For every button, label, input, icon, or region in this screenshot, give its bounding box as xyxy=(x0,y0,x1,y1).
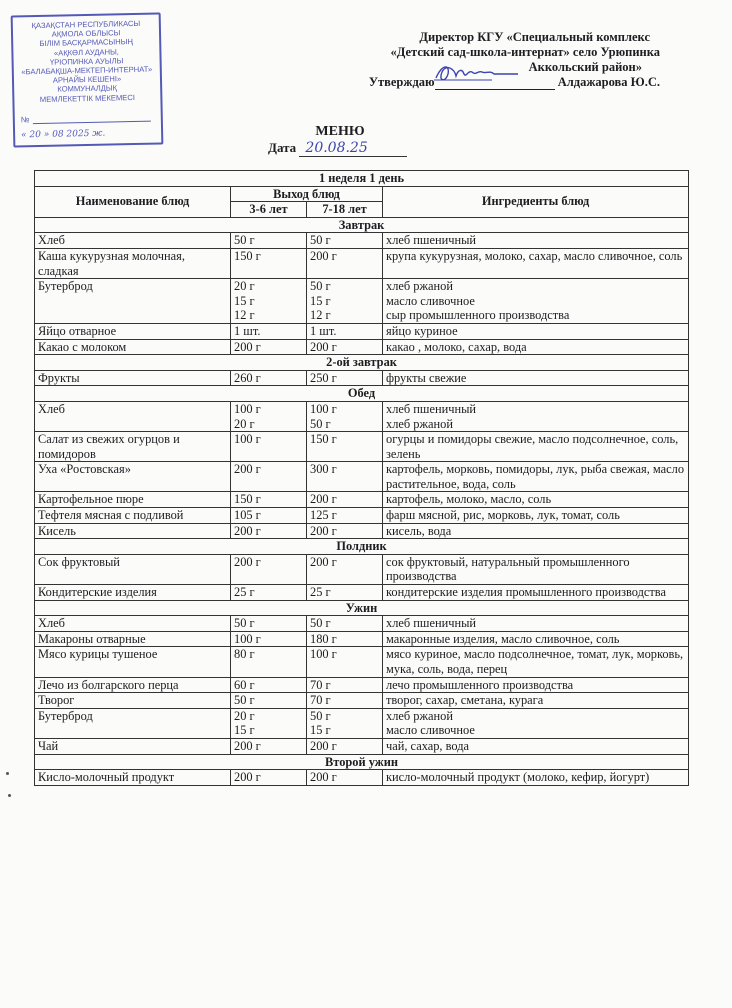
portion-3-6: 100 г 20 г xyxy=(231,401,307,431)
date-value: 20.08.25 xyxy=(299,140,407,157)
ingredients: хлеб ржаной масло сливочное сыр промышленного производства xyxy=(383,279,689,324)
ingredients: фарш мясной, рис, морковь, лук, томат, соль xyxy=(383,508,689,524)
approval-line-1: Директор КГУ «Специальный комплекс xyxy=(419,30,650,44)
ingredients: хлеб пшеничный xyxy=(383,233,689,249)
week-day-header: 1 неделя 1 день xyxy=(35,171,689,187)
table-row xyxy=(35,647,689,677)
ingredients: лечо промышленного производства xyxy=(383,677,689,693)
portion-3-6: 105 г xyxy=(231,508,307,524)
dish-name: Тефтеля мясная с подливой xyxy=(35,508,231,524)
dish-name: Кондитерские изделия xyxy=(35,585,231,601)
portion-7-18: 180 г xyxy=(307,631,383,647)
ingredients: картофель, молоко, масло, соль xyxy=(383,492,689,508)
portion-7-18: 50 г 15 г 12 г xyxy=(307,279,383,324)
meal-section-title: Завтрак xyxy=(35,217,689,233)
dish-name: Кисло-молочный продукт xyxy=(35,770,231,786)
meal-section-title: 2-ой завтрак xyxy=(35,355,689,371)
portion-3-6: 50 г xyxy=(231,693,307,709)
portion-3-6: 25 г xyxy=(231,585,307,601)
ingredients: фрукты свежие xyxy=(383,370,689,386)
stamp-line: АҚМОЛА ОБЛЫСЫ xyxy=(51,28,121,39)
meal-section-title: Обед xyxy=(35,386,689,402)
stamp-line: ҮРІОПИНКА АУЫЛЫ xyxy=(49,56,124,67)
ingredients-column-header: Ингредиенты блюд xyxy=(383,186,689,217)
stamp-line: «АҚКӨЛ АУДАНЫ, xyxy=(53,46,119,58)
margin-speck xyxy=(6,772,9,775)
portion-3-6: 20 г 15 г 12 г xyxy=(231,279,307,324)
dish-name: Хлеб xyxy=(35,401,231,431)
table-row xyxy=(35,693,689,709)
table-row xyxy=(35,616,689,632)
portion-7-18: 300 г xyxy=(307,462,383,492)
portion-7-18: 1 шт. xyxy=(307,323,383,339)
dish-name: Творог xyxy=(35,693,231,709)
stamp-date: « 20 » 08 2025 ж. xyxy=(21,128,106,141)
dish-name: Хлеб xyxy=(35,233,231,249)
ingredients: огурцы и помидоры свежие, масло подсолнечное, соль, зелень xyxy=(383,432,689,462)
dish-name: Хлеб xyxy=(35,616,231,632)
portion-7-18: 200 г xyxy=(307,339,383,355)
dish-name: Бутерброд xyxy=(35,708,231,738)
margin-speck xyxy=(8,794,11,797)
portion-3-6: 260 г xyxy=(231,370,307,386)
dish-name: Сок фруктовый xyxy=(35,554,231,584)
ingredients: кисло-молочный продукт (молоко, кефир, йогурт) xyxy=(383,770,689,786)
table-row xyxy=(35,708,689,738)
stamp-line: ҚАЗАҚСТАН РЕСПУБЛИКАСЫ xyxy=(31,18,141,31)
table-row xyxy=(35,492,689,508)
portion-3-6: 200 г xyxy=(231,523,307,539)
portion-7-18: 70 г xyxy=(307,677,383,693)
portion-3-6: 1 шт. xyxy=(231,323,307,339)
dish-name: Фрукты xyxy=(35,370,231,386)
portion-3-6: 200 г xyxy=(231,738,307,754)
menu-table-body xyxy=(35,217,689,785)
ingredients: кондитерские изделия промышленного производства xyxy=(383,585,689,601)
table-row xyxy=(35,677,689,693)
portion-7-18: 250 г xyxy=(307,370,383,386)
portion-3-6: 20 г 15 г xyxy=(231,708,307,738)
stamp-text xyxy=(13,14,161,104)
dish-name: Салат из свежих огурцов и помидоров xyxy=(35,432,231,462)
ingredients: какао , молоко, сахар, вода xyxy=(383,339,689,355)
dish-name: Какао с молоком xyxy=(35,339,231,355)
table-row xyxy=(35,508,689,524)
portion-3-6: 80 г xyxy=(231,647,307,677)
table-row xyxy=(35,770,689,786)
portion-7-18: 100 г xyxy=(307,647,383,677)
portion-7-18: 200 г xyxy=(307,492,383,508)
table-row xyxy=(35,432,689,462)
meal-section-title: Второй ужин xyxy=(35,754,689,770)
portion-3-6: 100 г xyxy=(231,631,307,647)
portion-7-18: 50 г xyxy=(307,616,383,632)
approval-line-3: Аккольский район» xyxy=(528,60,642,74)
output-column-header: Выход блюд xyxy=(231,186,383,202)
dish-name: Яйцо отварное xyxy=(35,323,231,339)
portion-7-18: 200 г xyxy=(307,523,383,539)
director-name: Алдажарова Ю.С. xyxy=(557,75,660,89)
ingredients: хлеб ржаной масло сливочное xyxy=(383,708,689,738)
dish-name: Макароны отварные xyxy=(35,631,231,647)
meal-section-row xyxy=(35,386,689,402)
portion-7-18: 70 г xyxy=(307,693,383,709)
portion-3-6: 200 г xyxy=(231,462,307,492)
ingredients: яйцо куриное xyxy=(383,323,689,339)
stamp-line: «БАЛАБАҚША-МЕКТЕП-ИНТЕРНАТ» xyxy=(21,64,153,77)
ingredients: крупа кукурузная, молоко, сахар, масло сливочное, соль xyxy=(383,248,689,278)
meal-section-row xyxy=(35,754,689,770)
stamp-line: АРНАЙЫ КЕШЕНІ» xyxy=(52,74,122,85)
table-row xyxy=(35,401,689,431)
portion-3-6: 50 г xyxy=(231,616,307,632)
portion-7-18: 200 г xyxy=(307,248,383,278)
table-row xyxy=(35,233,689,249)
dish-column-header: Наименование блюд xyxy=(35,186,231,217)
portion-7-18: 100 г 50 г xyxy=(307,401,383,431)
date-label: Дата xyxy=(268,140,297,155)
portion-7-18: 200 г xyxy=(307,554,383,584)
dish-name: Бутерброд xyxy=(35,279,231,324)
table-row xyxy=(35,631,689,647)
table-row xyxy=(35,279,689,324)
table-row xyxy=(35,585,689,601)
stamp-line: МЕМЛЕКЕТТІК МЕКЕМЕСІ xyxy=(39,92,135,104)
portion-7-18: 150 г xyxy=(307,432,383,462)
table-row xyxy=(35,523,689,539)
portion-3-6: 150 г xyxy=(231,492,307,508)
portion-3-6: 200 г xyxy=(231,339,307,355)
table-row xyxy=(35,323,689,339)
page-title: МЕНЮ xyxy=(315,124,365,139)
dish-name: Уха «Ростовская» xyxy=(35,462,231,492)
meal-section-row xyxy=(35,217,689,233)
portion-3-6: 60 г xyxy=(231,677,307,693)
approval-line-2: «Детский сад-школа-интернат» село Урюпинка xyxy=(390,45,660,59)
stamp-number-label: № xyxy=(20,115,30,125)
meal-section-row xyxy=(35,539,689,555)
stamp-line: БІЛІМ БАСҚАРМАСЫНЫҢ xyxy=(39,37,134,49)
approve-label: Утверждаю xyxy=(368,75,435,89)
age-7-18-header: 7-18 лет xyxy=(307,202,383,218)
portion-7-18: 25 г xyxy=(307,585,383,601)
portion-7-18: 200 г xyxy=(307,738,383,754)
ingredients: чай, сахар, вода xyxy=(383,738,689,754)
dish-name: Кисель xyxy=(35,523,231,539)
table-row xyxy=(35,462,689,492)
table-row xyxy=(35,738,689,754)
ingredients: кисель, вода xyxy=(383,523,689,539)
menu-table xyxy=(34,170,689,786)
portion-3-6: 200 г xyxy=(231,770,307,786)
meal-section-title: Полдник xyxy=(35,539,689,555)
dish-name: Каша кукурузная молочная, сладкая xyxy=(35,248,231,278)
dish-name: Чай xyxy=(35,738,231,754)
table-row xyxy=(35,370,689,386)
portion-3-6: 150 г xyxy=(231,248,307,278)
table-row xyxy=(35,554,689,584)
table-row xyxy=(35,339,689,355)
meal-section-row xyxy=(35,355,689,371)
portion-7-18: 50 г 15 г xyxy=(307,708,383,738)
ingredients: мясо куриное, масло подсолнечное, томат, лук, морковь, мука, соль, вода, перец xyxy=(383,647,689,677)
portion-3-6: 50 г xyxy=(231,233,307,249)
portion-7-18: 125 г xyxy=(307,508,383,524)
ingredients: сок фруктовый, натуральный промышленного производства xyxy=(383,554,689,584)
ingredients: хлеб пшеничный xyxy=(383,616,689,632)
menu-date-row xyxy=(268,140,407,157)
dish-name: Лечо из болгарского перца xyxy=(35,677,231,693)
portion-3-6: 200 г xyxy=(231,554,307,584)
meal-section-title: Ужин xyxy=(35,600,689,616)
portion-7-18: 200 г xyxy=(307,770,383,786)
ingredients: хлеб пшеничный хлеб ржаной xyxy=(383,401,689,431)
dish-name: Мясо курицы тушеное xyxy=(35,647,231,677)
stamp-number-line xyxy=(33,121,151,124)
portion-7-18: 50 г xyxy=(307,233,383,249)
meal-section-row xyxy=(35,600,689,616)
portion-3-6: 100 г xyxy=(231,432,307,462)
ingredients: творог, сахар, сметана, курага xyxy=(383,693,689,709)
official-stamp xyxy=(11,12,164,147)
ingredients: макаронные изделия, масло сливочное, соль xyxy=(383,631,689,647)
age-3-6-header: 3-6 лет xyxy=(231,202,307,218)
handwritten-signature xyxy=(432,60,522,86)
stamp-line: КОММУНАЛДЫҚ xyxy=(57,83,118,95)
table-row xyxy=(35,248,689,278)
dish-name: Картофельное пюре xyxy=(35,492,231,508)
ingredients: картофель, морковь, помидоры, лук, рыба свежая, масло растительное, вода, соль xyxy=(383,462,689,492)
